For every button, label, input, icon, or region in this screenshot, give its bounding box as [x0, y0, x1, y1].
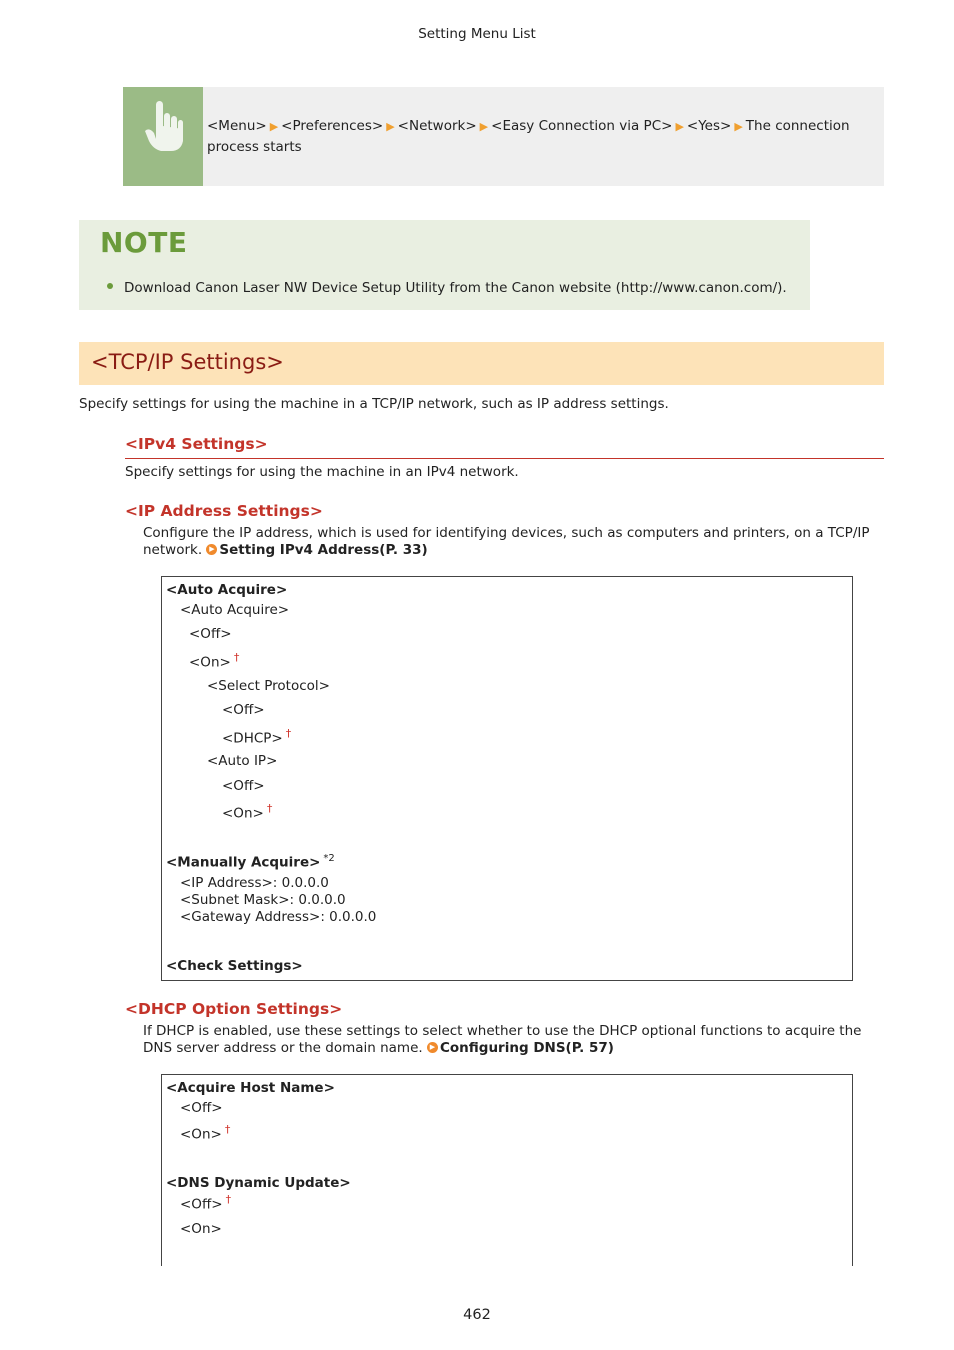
default-dagger: †: [266, 802, 273, 815]
check-settings-heading: <Check Settings>: [166, 958, 303, 974]
section-title: <TCP/IP Settings>: [91, 350, 284, 374]
auto-ip-on: <On> †: [222, 802, 273, 822]
dhcp-option-settings-heading: <DHCP Option Settings>: [125, 1000, 343, 1018]
acquire-host-name-on: <On> †: [180, 1123, 231, 1143]
footnote-marker: *2: [323, 853, 335, 864]
menu-path-step: <Network>: [397, 118, 477, 134]
arrow-right-icon: ▶: [675, 120, 684, 133]
acquire-host-name-heading: <Acquire Host Name>: [166, 1080, 335, 1096]
note-box: [79, 220, 810, 310]
arrow-right-icon: ▶: [386, 120, 395, 133]
menu-path-step: <Yes>: [686, 118, 732, 134]
subnet-mask-value: <Subnet Mask>: 0.0.0.0: [180, 892, 346, 908]
auto-acquire-heading: <Auto Acquire>: [166, 582, 288, 598]
result-text-line2: process starts: [207, 139, 302, 155]
operation-steps-box: [123, 87, 884, 186]
arrow-right-icon: ▶: [734, 120, 743, 133]
dhcp-option-settings-table: [161, 1074, 853, 1275]
result-text-line1: The connection: [745, 118, 850, 134]
auto-acquire-on: <On> †: [189, 651, 240, 671]
default-dagger: †: [233, 651, 240, 664]
arrow-right-icon: ▶: [479, 120, 489, 133]
setting-ipv4-address-link[interactable]: Setting IPv4 Address(P. 33): [219, 542, 428, 558]
note-item: [107, 280, 787, 296]
heading-divider: [125, 458, 884, 459]
ipv4-settings-heading: <IPv4 Settings>: [125, 435, 268, 453]
auto-acquire-off: <Off>: [189, 626, 232, 642]
dns-dynamic-update-heading: <DNS Dynamic Update>: [166, 1175, 351, 1191]
menu-path-step: <Menu>: [207, 118, 267, 134]
select-protocol-dhcp: <DHCP> †: [222, 727, 292, 747]
description-line1: If DHCP is enabled, use these settings to select whether to use the DHCP optional functions to acquire the: [143, 1023, 862, 1039]
link-arrow-icon: ▶: [427, 1042, 438, 1053]
description-line2: network.: [143, 542, 203, 558]
menu-path-step: <Easy Connection via PC>: [491, 118, 673, 134]
auto-acquire-option: <Auto Acquire>: [180, 602, 290, 618]
description-line1: Configure the IP address, which is used for identifying devices, such as computers and printers, on a TCP/IP: [143, 525, 870, 541]
ip-address-settings-table: [161, 576, 853, 981]
operation-steps-text: [207, 116, 864, 158]
arrow-right-icon: ▶: [269, 120, 279, 133]
description-line2: DNS server address or the domain name.: [143, 1040, 423, 1056]
default-dagger: †: [285, 727, 292, 740]
auto-ip-option: <Auto IP>: [207, 753, 278, 769]
configuring-dns-link[interactable]: Configuring DNS(P. 57): [439, 1040, 614, 1056]
dhcp-option-settings-description: [143, 1023, 861, 1057]
default-dagger: †: [224, 1123, 231, 1136]
gateway-address-value: <Gateway Address>: 0.0.0.0: [180, 909, 377, 925]
select-protocol-off: <Off>: [222, 702, 265, 718]
ipv4-settings-description: Specify settings for using the machine in an IPv4 network.: [125, 464, 519, 480]
default-dagger: †: [225, 1193, 232, 1206]
dns-dynamic-update-on: <On>: [180, 1221, 222, 1237]
select-protocol-option: <Select Protocol>: [207, 678, 330, 694]
ip-address-settings-heading: <IP Address Settings>: [125, 502, 323, 520]
acquire-host-name-off: <Off>: [180, 1100, 223, 1116]
dns-dynamic-update-off: <Off> †: [180, 1193, 232, 1213]
bullet-icon: [107, 283, 113, 289]
section-description: Specify settings for using the machine in a TCP/IP network, such as IP address settings.: [79, 396, 669, 412]
menu-path-step: <Preferences>: [281, 118, 384, 134]
hand-pointer-icon: [123, 87, 203, 186]
manually-acquire-heading: <Manually Acquire> $^{*2}$: [166, 853, 335, 871]
page-number: 462: [463, 1307, 491, 1323]
section-title-bar: [79, 342, 884, 385]
note-item-text: Download Canon Laser NW Device Setup Utility from the Canon website (http://www.canon.com/).: [124, 280, 787, 296]
ip-address-settings-description: [143, 525, 870, 559]
note-title: NOTE: [100, 226, 188, 259]
page-header: Setting Menu List: [418, 26, 536, 42]
auto-ip-off: <Off>: [222, 778, 265, 794]
ip-address-value: <IP Address>: 0.0.0.0: [180, 875, 329, 891]
link-arrow-icon: ▶: [206, 544, 217, 555]
page-bottom-margin: [0, 1266, 954, 1306]
